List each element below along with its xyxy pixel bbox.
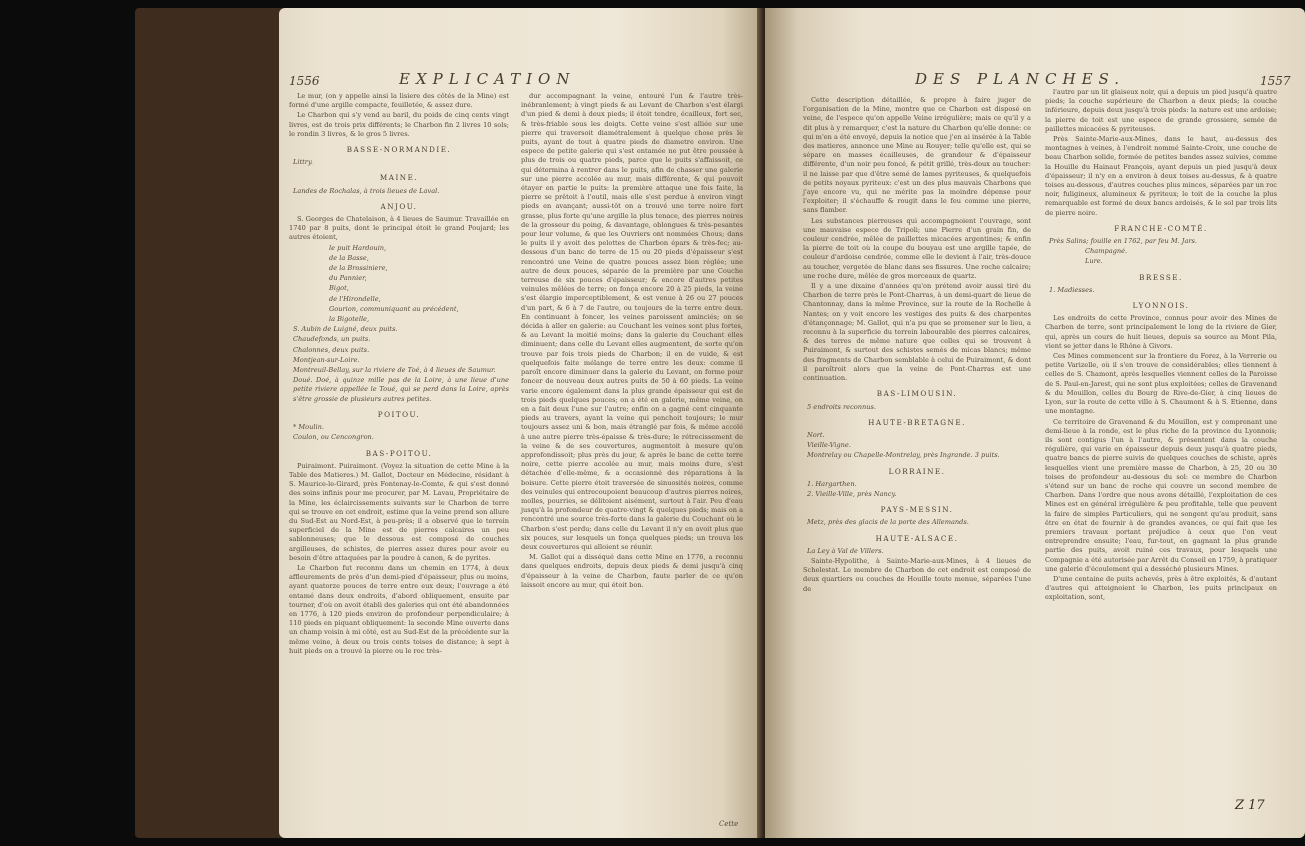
text-paragraph: 5 endroits reconnus. [807,402,876,411]
text-paragraph: 1. Hargarthen. [807,479,857,488]
text-paragraph: Chalonnes, deux puits. [293,345,370,354]
text-paragraph: de la Brossiniere, [329,264,388,273]
section-heading: HAUTE-ALSACE. [875,533,959,543]
text-paragraph: Les endroits de cette Province, connus pour avoir des Mines de Charbon de terre, sont principalement le long de la riviere de Gier, qui, après un cours de huit lieues, depuis sa source au Mont Pila, vient se jetter dans le Rhône à Givors. [1045,314,1277,350]
text-paragraph: D'une centaine de puits achevés, près à être exploités, & d'autant d'autres qui atteignoient le Charbon, les puits principaux en exploitation, sont, [1045,574,1277,602]
section-heading: BAS-POITOU. [365,448,433,458]
text-paragraph: Sainte-Hypolithe, à Sainte-Marie-aux-Mines, à 4 lieues de Schelestat. Le membre de Charbon de cet endroit est composé de deux quartiers ou couches de Houille toute menue, séparées l'une de [803,556,1031,593]
section-heading: BAS-LIMOUSIN. [876,389,958,399]
text-paragraph: Les substances pierreuses qui accompagnoient l'ouvrage, sont une mauvaise espece de Tripoli; une Pierre d'un grain fin, de couleur cendrée, mêlée de paillettes micacées argentines; & enfin la pierre de toit où la coupe du bouyau est une argille tapée, de couleur d'ardoise cendrée, comme elle le devient à l'air, très-douce au toucher, vergetée de blanc dans ses fissures. Une roche calcaire; une roche dure, mêlée de gros morceaux de quartz. [803,216,1031,280]
text-paragraph: S. Aubin de Luigné, deux puits. [293,325,398,334]
text-paragraph: Montrelay ou Chapelle-Montrelay, près Ingrande. 3 puits. [807,451,1000,460]
text-paragraph: l'autre par un lit glaiseux noir, qui a depuis un pied jusqu'à quatre pieds; la couche supérieure de Charbon a deux pieds; la couche inférieure, depuis deux jusqu'à trois pieds: la nature est une ardoise; la pierre de toit est une espece de grande grossiere, semée de paillettes micacées & pyriteuses. [1045,88,1277,133]
text-paragraph: Il y a une dixaine d'années qu'on prétend avoir aussi tiré du Charbon de terre près le Pont-Charras, à un demi-quart de lieue de Chantonnay, dans la même Province, sur la route de la Rochelle à Nantes; on y voit encore les vestiges des puits & des charpentes d'étançonnage; M. Gallot, qui n'a pu que se promener sur le lieu, a reconnu à la superficie du terrein labourable des pierres calcaires, & des terres de même nature que celles qui se trouvent à Puiraimont, & surtout des schistes semés de micas blancs; même des fragments de Charbon semblable à celui de Puiraimont, & dont il paroîtroit alors que la veine de Pont-Charras est une continuation. [803,282,1031,383]
left-page [279,8,761,838]
section-heading: FRANCHE-COMTÉ. [1114,223,1208,233]
text-paragraph: Bigot, [329,284,349,293]
section-heading: ANJOU. [380,201,418,211]
text-paragraph: Près Salins; fouille en 1762, par feu M. Jars. [1049,237,1198,246]
section-heading: BRESSE. [1139,272,1183,282]
text-paragraph: de l'Hirondelle, [329,294,381,303]
text-paragraph: Ces Mines commencent sur la frontiere du Forez, à la Verrerie ou petite Varizelle, où il s'en trouve de considérables; elles tiennent à celles de S. Chamont, après lesquelles viennent celles de la Paroisse de S. Paul-en-Jarest, qui ne sont plus exploitées; celles de Gravenand & du Mouillon, celles du Bourg de Rive-de-Gier, à cinq lieues de Lyon, sur la route de cette ville à S. Chaumont & à S. Etienne, dans une montagne. [1045,352,1277,416]
text-paragraph: Champagné. [1085,247,1128,256]
section-heading: MAINE. [379,173,419,183]
text-paragraph: Landes de Rochalas, à trois lieues de Laval. [293,186,440,195]
text-paragraph: Puiraimont. Puiraimont. (Voyez la situation de cette Mine à la Table des Matieres.) M. Gallot, Docteur en Médecine, résidant à S. Maurice-le-Girard, près Fontenay-le-Comte, & qui s'est donné des soins infinis pour me procurer, par M. Lavau, Propriétaire de la Mine, les éclaircissements suivants sur le Charbon de terre qui se trouve en cet endroit, estime que la veine prend son allure du Sud-Est au Nord-Est, à peu-près; il a observé que le terrein superficiel de la Mine est de pierres calcaires un peu sablonneuses; que le dessous est composé de couches argilleuses, de schistes, de pierres assez dures pour avoir eu besoin d'être attaquées par la poudre à canon, & de pyrites. [289,461,509,562]
text-paragraph: S. Georges de Chatelaison, à 4 lieues de Saumur. Travaillée en 1740 par 8 puits, dont le principal étoit le grand Poujard; les autres étoient, [289,215,509,242]
text-paragraph: Montjean-sur-Loire. [293,355,360,364]
right-page [765,8,1305,838]
text-paragraph: Vieille-Vigne. [807,441,851,450]
section-heading: LORRAINE. [888,466,946,476]
section-heading: BASSE-NORMANDIE. [346,145,452,155]
text-paragraph: 2. Vieille-Ville, près Nancy. [807,489,897,498]
text-paragraph: 1. Madiesses. [1049,285,1095,294]
section-heading: PAYS-MESSIN. [880,505,954,515]
text-paragraph: Doué. Doé, à quinze mille pas de la Loire, à une lieue d'une petite riviere appellée le Toué, qui se perd dans la Loire, après s'être grossie de plusieurs autres petites. [293,376,509,403]
text-paragraph: le puit Hardouin, [329,243,387,252]
left-page-number: 1556 [289,74,320,88]
left-column-2 [521,92,743,817]
right-running-head: DES PLANCHES. [915,70,1126,88]
section-heading: HAUTE-BRETAGNE. [868,417,966,427]
text-paragraph: Ce territoire de Gravenand & du Mouillon, est y comprenant une demi-lieue à la ronde, est le plus riche de la province du Lyonnois; ils sont contigus l'un à l'autre, & présentent dans la couche régulière, qui varie en épaisseur depuis deux jusqu'à quatre pieds, quatre bancs de pierre suivis de quelques couches de schiste, après lesquelles vient une première masse de Charbon, à 25, 20 ou 30 toises de profondeur au-dessous du sol: ce membre de Charbon s'étend sur un banc de roche qui couvre un second membre de Charbon. Dans l'ordre que nous avons détaillé, l'exploitation de ces Mines est en général irrégulière & peu profitable, telle que peuvent la faire de simples Particuliers, qui ne songent qu'au produit, sans être en état de fournir à de grandes avances, ce qui fait que les premiers travaux portant préjudice à ceux que l'on veut entreprendre ensuite; l'eau, fur-tout, en gagnant la plus grande partie des puits, avoit ruiné ces travaux, pour lesquels une Compagnie a été autorisée par Arrêt du Conseil en 1759, à pratiquer une galerie d'écoulement qui a desséché plusieurs Mines. [1045,417,1277,573]
text-paragraph: Montreuil-Bellay, sur la riviere de Toé, à 4 lieues de Saumur. [293,366,496,375]
right-column-1 [803,96,1031,831]
text-paragraph: Coulon, ou Cencongron. [293,433,374,442]
text-paragraph: dur accompagnant la veine, entouré l'un & l'autre très-inébranlement; à vingt pieds & au Levant de Charbon s'est élargi d'un pied & demi à deux pieds; il étoit tendre, écailleux, fort sec, & très-friable sous les doigts. Cette veine s'est alliée sur une pierre qui traversoit diamétralement à quelque chose près le puits, ayant de tout à quatre pieds de diametre environ. Une espece de petite galerie qui s'est entamée ne put être poussée à plus de trois ou quatre pieds, parce que le puits s'affaissoit, ce qui détermina à rentrer dans le puits, afin de chasser une galerie sur une pierre accolée au mur, mais différente, & qui pouvoit étayer en partie le puits: la première attaque une fois faite, la pierre se prêtoit à l'outil, mais elle s'est perdue à environ vingt pieds en avançant; aussi-tôt on a trouvé une terre noire fort grasse, plus forte qu'une argille la plus tenace, des pierres noires de la grosseur du poing, & davantage, oblongues & très-pesantes pour leur volume, & que les Ouvriers ont nommées Chous; dans le puits il y avoit des pelottes de Charbon épars & très-fec; au-dessous d'un banc de terre de 15 ou 20 pieds d'épaisseur s'est rencontré une Veine de quatre pouces assez bien réglée; une autre de deux pouces, séparée de la première par une Couche terreuse de six pouces d'épaisseur; & encore d'autres petites veinules mêlées de terre; on fonça encore 20 à 25 pieds, la veine s'est élargie imperceptiblement, & est venue à 26 ou 27 pouces d'un part, & 6 à 7 de l'autre, ou toujours de la terre entre deux. En continuant à foncer, les veines paroissent aminciés; on se décida à aller en galerie: au Couchant les veines sont plus fortes, & au Levant la moitié moins; dans la galerie du Couchant elles diminuent; dans celle du Levant elles augmentent, de sorte qu'on trouve par fois trois pieds de Charbon; il en de vuide, & est quelquefois faite mélange de terre entre les deux: comme il paroît encore diminuer dans la galerie du Levant, on forme pour foncer de nouveau deux autres puits de 50 à 60 pieds. La veine varie encore également dans la plus grande épaisseur qui est de trois pieds quelques pouces; on a été en galerie, même veine, on en a fait deux l'une sur l'autre; enfin on a gagné cent cinquante pieds au travers, ayant la veine qui penchoit toujours; le mur toujours assez uni & bon, mais étranglé par fois, & même accolé à une autre pierre très-épaisse & très-dure; le rétrecissement de la veine & de ses couvertures, augmentoit à mesure qu'on approfondissoit; plus près du jour, & après le banc de cette terre noire, cette pierre accolée au mur, mais moins dure, s'est détachée d'elle-même, & a occasionné des réparations à la boisure. Cette pierre étoit traversée de sinuosités noires, comme des veinules qui entrecoupoient beaucoup d'autres pierres noires, molles, pourries, se délitoient aisément, surtout à l'air. Peu d'eau jusqu'à la profondeur de quatre-vingt & quelques pieds; mais on a rencontré une source très-forte dans la galerie du Couchant où le Charbon s'est perdu; dans celle du Levant il n'y en avoit plus que six pouces, sur lesquels un fonça quelques pieds; un trouva les deux couvertures qui alloient se réunir. [521,92,743,551]
text-paragraph: de la Basse, [329,253,369,262]
text-paragraph: Lure. [1085,257,1103,266]
text-paragraph: la Bigotelle, [329,315,370,324]
section-heading: LYONNOIS. [1132,301,1190,311]
left-catchword: Cette [719,820,739,828]
left-running-head: EXPLICATION [399,70,576,88]
text-paragraph: Chaudefonds, un puits. [293,335,371,344]
right-page-number: 1557 [1260,74,1291,88]
text-paragraph: Le Charbon qui s'y vend au baril, du poids de cinq cents vingt livres, est de trois prix différents; le Charbon fin 2 livres 10 sols; le rondin 3 livres, & le gros 5 livres. [289,111,509,138]
text-paragraph: Gourion, communiquant au précédent, [329,304,459,313]
text-paragraph: La Ley à Val de Villers. [807,546,884,555]
text-paragraph: Littry. [293,158,313,167]
left-column-1 [289,92,509,827]
section-heading: POITOU. [377,409,421,419]
text-paragraph: * Moulin. [293,423,324,432]
text-paragraph: du Pannier, [329,274,367,283]
signature-mark: Z 17 [1235,798,1265,813]
text-paragraph: Nort. [807,430,825,439]
book-binding [135,8,1291,838]
text-paragraph: Metz, près des glacis de la porte des Allemands. [807,518,969,527]
text-paragraph: Cette description détaillée, & propre à faire juger de l'organisation de la Mine, montre que ce Charbon est disposé en veine, de l'espece qu'on appelle Veine irrégulière; mais ce qu'il y a dit plus à y remarquer, c'est la nature du Charbon qu'elle donne: ce qui m'en a été envoyé, depuis la notice que j'en ai insérée à la Table des matieres, annonce une Mine au Rouyer; telle qu'elle est, qui se sépare en masses écailleuses, de grandeur & d'épaisseur différente, d'un noir peu foncé, & pétit grillé, très-doux au toucher: il ne laisse par que d'être semé de lames pyriteuses, & quelquefois de petits noyaux pyriteux: c'est un des plus mauvais Charbons que j'aye encore vu, qui ne mérite pas la moindre dépense pour l'exploiter; il s'échauffe & rougit dans le feu comme une pierre, sans flamber. [803,96,1031,215]
text-paragraph: Le Charbon fut reconnu dans un chemin en 1774, à deux affleurements de près d'un demi-pied d'épaisseur, plus ou moins, ayant quatorze pouces de terre entre eux deux; l'ouvrage a été entamé dans deux endroits, d'abord obliquement, ensuite par tourner, d'où on avoit établi des galeries qui ont été abandonnées en 1776, à 120 pieds environ de profondeur perpendiculaire; à 110 pieds en piquant obliquement: la seconde Mine ouverte dans un champ voisin à mi côté, est au Sud-Est de la précédente sur la même veine, à deux ou trois cents toises de distance; à sept à huit pieds on a trouvé la pierre ou le roc très- [289,563,509,655]
text-paragraph: Près Sainte-Marie-aux-Mines, dans le haut, au-dessus des montagnes à veines, à l'endroit nommé Sainte-Croix, une couche de beau Charbon solide, formée de petites bandes assez suivies, comme la Houille du Hainaut François, ayant depuis un pied jusqu'à deux d'épaisseur; il n'y en a environ à deux toises au-dessus, & à quatre toises au-dessous, d'autres couches plus minces, séparées par un roc noir, fuligineux, alumineux & pyriteux; le toit de la couche la plus remarquable est formé de deux bancs ardoisés, & le sol par trois lits de pierre noire. [1045,135,1277,217]
text-paragraph: Le mur, (on y appelle ainsi la lisiere des côtés de la Mine) est formé d'une argille compacte, feuilletée, & assez dure. [289,92,509,110]
text-paragraph: M. Gallot qui a disséqué dans cette Mine en 1776, a reconnu dans quelques endroits, depuis deux pieds & demi jusqu'à cinq d'épaisseur à la veine de Charbon, faute parler de ce qu'on laissoit encore au mur, qui étoit bon. [521,553,743,589]
right-column-2 [1045,88,1277,783]
